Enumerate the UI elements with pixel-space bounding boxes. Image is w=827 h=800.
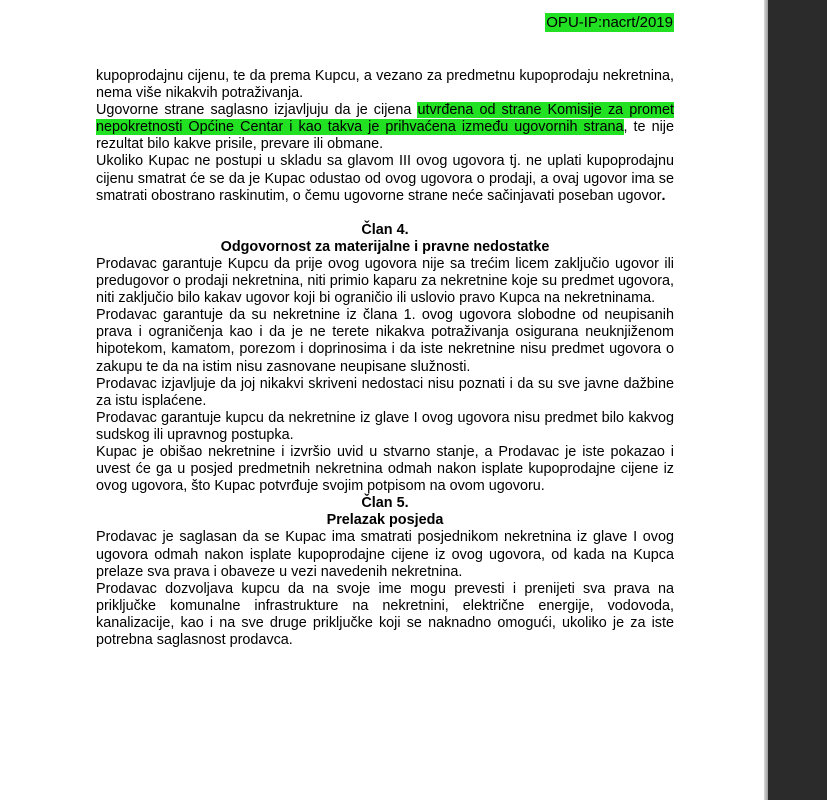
paragraph-price-claims: kupoprodajnu cijenu, te da prema Kupcu, a vezano za predmetnu kupoprodaju nekretnina, nema više nikakvih potraživanja. <box>96 68 674 102</box>
highlighted-text: utvrđena od strane Komisije za promet nepokretnosti Općine Centar i kao takva je prihvaćena između ugovornih strana <box>96 102 674 136</box>
document-body <box>96 68 674 649</box>
price-agreement-text-end: , te nije rezultat bilo kakve prisile, prevare ili obmane. <box>96 119 674 153</box>
price-agreement-text: Ugovorne strane saglasno izjavljuju da je cijena <box>96 102 418 119</box>
paragraph-possession: Prodavac je saglasan da se Kupac ima smatrati posjednikom nekretnina iz glave I ovog ugovora odmah nakon isplate kupoprodajne cijene iz ovog ugovora, od kada na Kupca prelaze sva prava i obaveze u vezi navedenih nekretnina. <box>96 529 674 580</box>
article-4-subtitle: Odgovornost za materijalne i pravne nedostatke <box>220 238 550 255</box>
termination-period: . <box>661 187 666 204</box>
document-reference: OPU-IP:nacrt/2019 <box>546 14 673 31</box>
paragraph-free-of-rights: Prodavac garantuje da su nekretnine iz člana 1. ovog ugovora slobodne od neupisanih prava i ograničenja kao i da je ne terete nikakva potraživanja osigurana neuknjiženom hipotekom, kamatom, porezom i doprinosima i da iste nekretnine nisu predmet ugovora o zakupu te da na istim nisu zasnovane neupisane služnosti. <box>96 307 674 375</box>
article-5-title: Član 5. <box>361 495 409 512</box>
paragraph-termination <box>96 153 674 204</box>
article-4-title: Član 4. <box>361 221 409 238</box>
paragraph-inspection: Kupac je obišao nekretnine i izvršio uvid u stvarno stanje, a Prodavac je iste pokazao i uvest će ga u posjed predmetnih nekretnina odmah nakon isplate kupoprodajne cijene iz ovog ugovora, što Kupac potvrđuje svojim potpisom na ovom ugovoru. <box>96 443 674 495</box>
article-5-subtitle: Prelazak posjeda <box>326 512 444 529</box>
viewer-scroll-area[interactable] <box>768 0 827 800</box>
paragraph-no-proceedings: Prodavac garantuje kupcu da nekretnine iz glave I ovog ugovora nisu predmet bilo kakvog sudskog ili upravnog postupka. <box>96 409 674 443</box>
paragraph-utility-transfer: Prodavac dozvoljava kupcu da na svoje ime mogu prevesti i prenijeti sva prava na priključke komunalne infrastrukture na nekretnini, električne energije, vodovoda, kanalizacije, kao i na sve druge priključke koji se naknadno omogući, ukoliko je za iste potrebna saglasnost prodavca. <box>96 580 674 648</box>
paragraph-seller-guarantee: Prodavac garantuje Kupcu da prije ovog ugovora nije sa trećim licem zaključio ugovor ili predugovor o prodaji nekretnina, niti primio kaparu za nekretnine koje su predmet ugovora, niti zaključio bilo kakav ugovor koji bi ograničio ili uslovio pravo Kupca na nekretninama. <box>96 255 674 307</box>
paragraph-price-agreement <box>96 102 674 153</box>
termination-text: Ukoliko Kupac ne postupi u skladu sa glavom III ovog ugovora tj. ne uplati kupoprodajnu cijenu smatrat će se da je Kupac odustao od ovog ugovora o prodaji, a ovaj ugovor ima se smatrati obostrano raskinutim, o čemu ugovorne strane neće sačinjavati poseban ugovor <box>96 153 674 204</box>
paragraph-hidden-defects: Prodavac izjavljuje da joj nikakvi skriveni nedostaci nisu poznati i da su sve javne dažbine za istu isplaćene. <box>96 375 674 409</box>
